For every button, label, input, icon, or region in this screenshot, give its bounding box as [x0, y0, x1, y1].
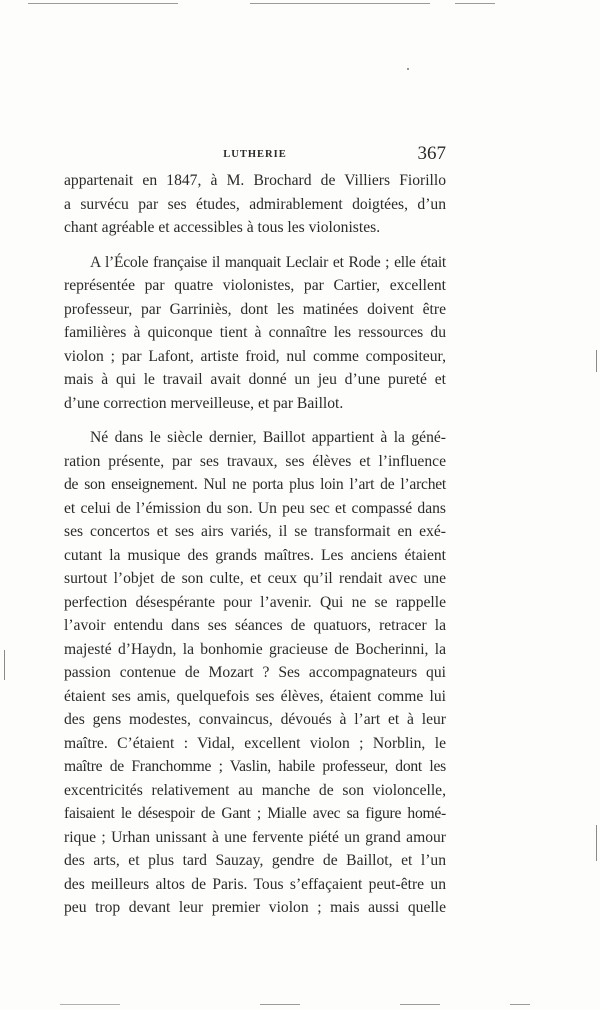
text-line: mais à qui le travail avait donné un jeu d’une pureté et — [64, 371, 446, 388]
text-line: maître. C’étaient : Vidal, excellent violon ; Norblin, le — [64, 734, 446, 752]
text-line: l’avoir entendu dans ses séances de quatuors, retracer la — [64, 617, 446, 634]
text-line: chant agréable et accessibles à tous les violonistes. — [64, 219, 381, 236]
text-line: surtout l’objet de son culte, et ceux qu’il rendait avec une — [64, 570, 446, 587]
text-line: familières à quiconque tient à connaître les ressources du — [64, 324, 446, 341]
margin-mark-right-upper — [596, 350, 597, 372]
text-line: perfection désespérante pour l’avenir. Qui ne se rappelle — [64, 593, 446, 611]
text-line: professeur, par Garriniès, dont les matinées doivent être — [64, 300, 446, 318]
text-line: passion contenue de Mozart ? Ses accompagnateurs qui — [64, 664, 446, 681]
text-line: et celui de l’émission du son. Un peu sec et compassé dans — [64, 499, 446, 517]
paragraph — [64, 169, 446, 240]
scan-edge-bottom-mid — [260, 1004, 300, 1005]
text-line: maître de Franchomme ; Vaslin, habile professeur, dont les — [64, 758, 446, 775]
page-number: 367 — [417, 143, 446, 164]
dust-speck — [407, 68, 409, 70]
running-head: LUTHERIE — [223, 149, 287, 160]
text-line: majesté d’Haydn, la bonhomie gracieuse de Bocherinni, la — [64, 640, 446, 658]
text-line: peu trop devant leur premier violon ; mais aussi quelle — [64, 899, 446, 916]
text-line: ration présente, par ses travaux, ses élèves et l’influence — [64, 452, 446, 470]
text-line: Né dans le siècle dernier, Baillot appartient à la géné- — [90, 429, 446, 446]
text-line: des gens modestes, convaincus, dévoués à l’art et à leur — [64, 711, 446, 728]
text-line: cutant la musique des grands maîtres. Les anciens étaient — [64, 546, 446, 564]
scan-edge-top-right — [455, 3, 495, 4]
scan-edge-bottom-right — [400, 1004, 440, 1005]
paragraph — [64, 251, 446, 416]
text-line: excentricités relativement au manche de son violoncelle, — [64, 781, 446, 799]
text-line: d’une correction merveilleuse, et par Baillot. — [64, 394, 344, 412]
text-line: des meilleurs altos de Paris. Tous s’effaçaient peut-être un — [64, 875, 446, 893]
text-line: a survécu par ses études, admirablement doigtées, d’un — [64, 195, 446, 213]
text-line: rique ; Urhan unissant à une fervente piété un grand amour — [64, 828, 446, 846]
body-text — [64, 169, 446, 920]
margin-mark-right-lower — [596, 825, 597, 861]
scan-edge-bottom-right2 — [510, 1004, 530, 1005]
text-line: appartenait en 1847, à M. Brochard de Villiers Fiorillo — [64, 172, 446, 189]
text-line: violon ; par Lafont, artiste froid, nul comme compositeur, — [64, 347, 446, 365]
text-line: A l’École française il manquait Leclair et Rode ; elle était — [90, 253, 446, 271]
text-line: des arts, et plus tard Sauzay, gendre de Baillot, et l’un — [64, 852, 446, 869]
scan-edge-top-mid — [250, 3, 430, 4]
paragraph — [64, 426, 446, 920]
scan-edge-bottom-left — [60, 1004, 120, 1005]
text-line: de son enseignement. Nul ne porta plus loin l’art de l’archet — [64, 476, 446, 493]
margin-mark-left — [4, 650, 5, 680]
text-line: représentée par quatre violonistes, par Cartier, excellent — [64, 277, 446, 294]
text-line: ses concertos et ses airs variés, il se transformait en exé- — [64, 523, 446, 540]
page-header — [64, 145, 446, 169]
scan-edge-top-left — [28, 3, 178, 4]
text-line: faisaient le désespoir de Gant ; Mialle avec sa figure homé- — [64, 805, 446, 822]
text-line: étaient ses amis, quelquefois ses élèves, étaient comme lui — [64, 687, 446, 705]
